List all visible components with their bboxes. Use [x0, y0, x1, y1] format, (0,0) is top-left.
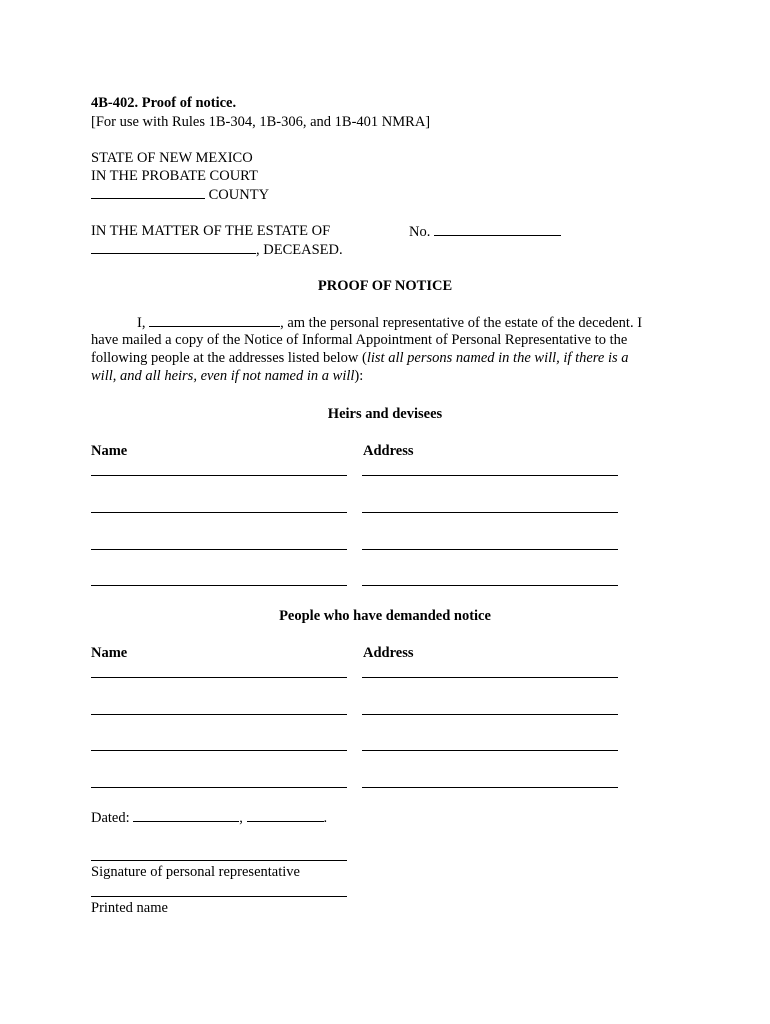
form-title: 4B-402. Proof of notice. [91, 95, 237, 111]
court-name: IN THE PROBATE COURT [91, 168, 258, 184]
state-name: STATE OF NEW MEXICO [91, 150, 253, 166]
heir-name-line[interactable] [91, 585, 347, 586]
demanded-notice-heading: People who have demanded notice [279, 608, 491, 624]
county-blank[interactable] [91, 185, 205, 199]
heir-name-line[interactable] [91, 475, 347, 476]
heir-name-line[interactable] [91, 549, 347, 550]
signature-label: Signature of personal representative [91, 864, 300, 880]
heirs-name-header: Name [91, 443, 128, 459]
heir-address-line[interactable] [362, 549, 618, 550]
i-prefix: I, [137, 315, 146, 331]
body-line-3 [91, 349, 629, 367]
body-line-4-text: ): [354, 368, 364, 384]
heir-name-line[interactable] [91, 512, 347, 513]
dated-month-day-blank[interactable] [133, 808, 239, 822]
heirs-devisees-heading: Heirs and devisees [327, 406, 443, 422]
county-suffix: COUNTY [208, 187, 270, 203]
decedent-name-blank[interactable] [91, 240, 256, 254]
signature-line[interactable] [91, 860, 347, 861]
heir-address-line[interactable] [362, 475, 618, 476]
demanded-address-line[interactable] [362, 750, 618, 751]
case-number [409, 222, 561, 241]
case-number-blank[interactable] [434, 222, 561, 236]
heir-address-line[interactable] [362, 512, 618, 513]
dated-year-blank[interactable] [247, 808, 324, 822]
printed-name-label: Printed name [91, 900, 168, 916]
dated-label: Dated: [91, 810, 130, 826]
printed-name-line[interactable] [91, 896, 347, 897]
dated-period: . [323, 810, 328, 826]
deceased-suffix: , DECEASED. [256, 242, 343, 258]
demanded-name-header: Name [91, 645, 128, 661]
estate-matter-label: IN THE MATTER OF THE ESTATE OF [91, 223, 331, 239]
case-no-label: No. [409, 224, 431, 240]
demanded-name-line[interactable] [91, 714, 347, 715]
demanded-name-line[interactable] [91, 677, 347, 678]
heirs-address-header: Address [363, 443, 414, 459]
body-line-3-italic: list all persons named in the will, if there is a [366, 350, 629, 366]
body-line-4 [91, 367, 363, 385]
body-line-3-text: following people at the addresses listed below ( [91, 350, 367, 366]
demanded-name-line[interactable] [91, 750, 347, 751]
body-line-1 [137, 313, 642, 332]
document-title: PROOF OF NOTICE [317, 278, 453, 294]
body-line-2: have mailed a copy of the Notice of Informal Appointment of Personal Representative to the [91, 332, 628, 348]
heir-address-line[interactable] [362, 585, 618, 586]
body-line-1-text: , am the personal representative of the estate of the decedent. I [280, 315, 643, 331]
demanded-address-line[interactable] [362, 677, 618, 678]
county-line [91, 185, 269, 204]
representative-name-blank[interactable] [149, 313, 280, 327]
demanded-address-line[interactable] [362, 714, 618, 715]
dated-comma: , [239, 810, 243, 826]
rule-reference: [For use with Rules 1B-304, 1B-306, and 1B-401 NMRA] [91, 114, 431, 130]
demanded-name-line[interactable] [91, 787, 347, 788]
decedent-line [91, 240, 343, 259]
demanded-address-header: Address [363, 645, 414, 661]
demanded-address-line[interactable] [362, 787, 618, 788]
body-line-4-italic: will, and all heirs, even if not named in a will [91, 368, 355, 384]
dated-line [91, 808, 327, 827]
